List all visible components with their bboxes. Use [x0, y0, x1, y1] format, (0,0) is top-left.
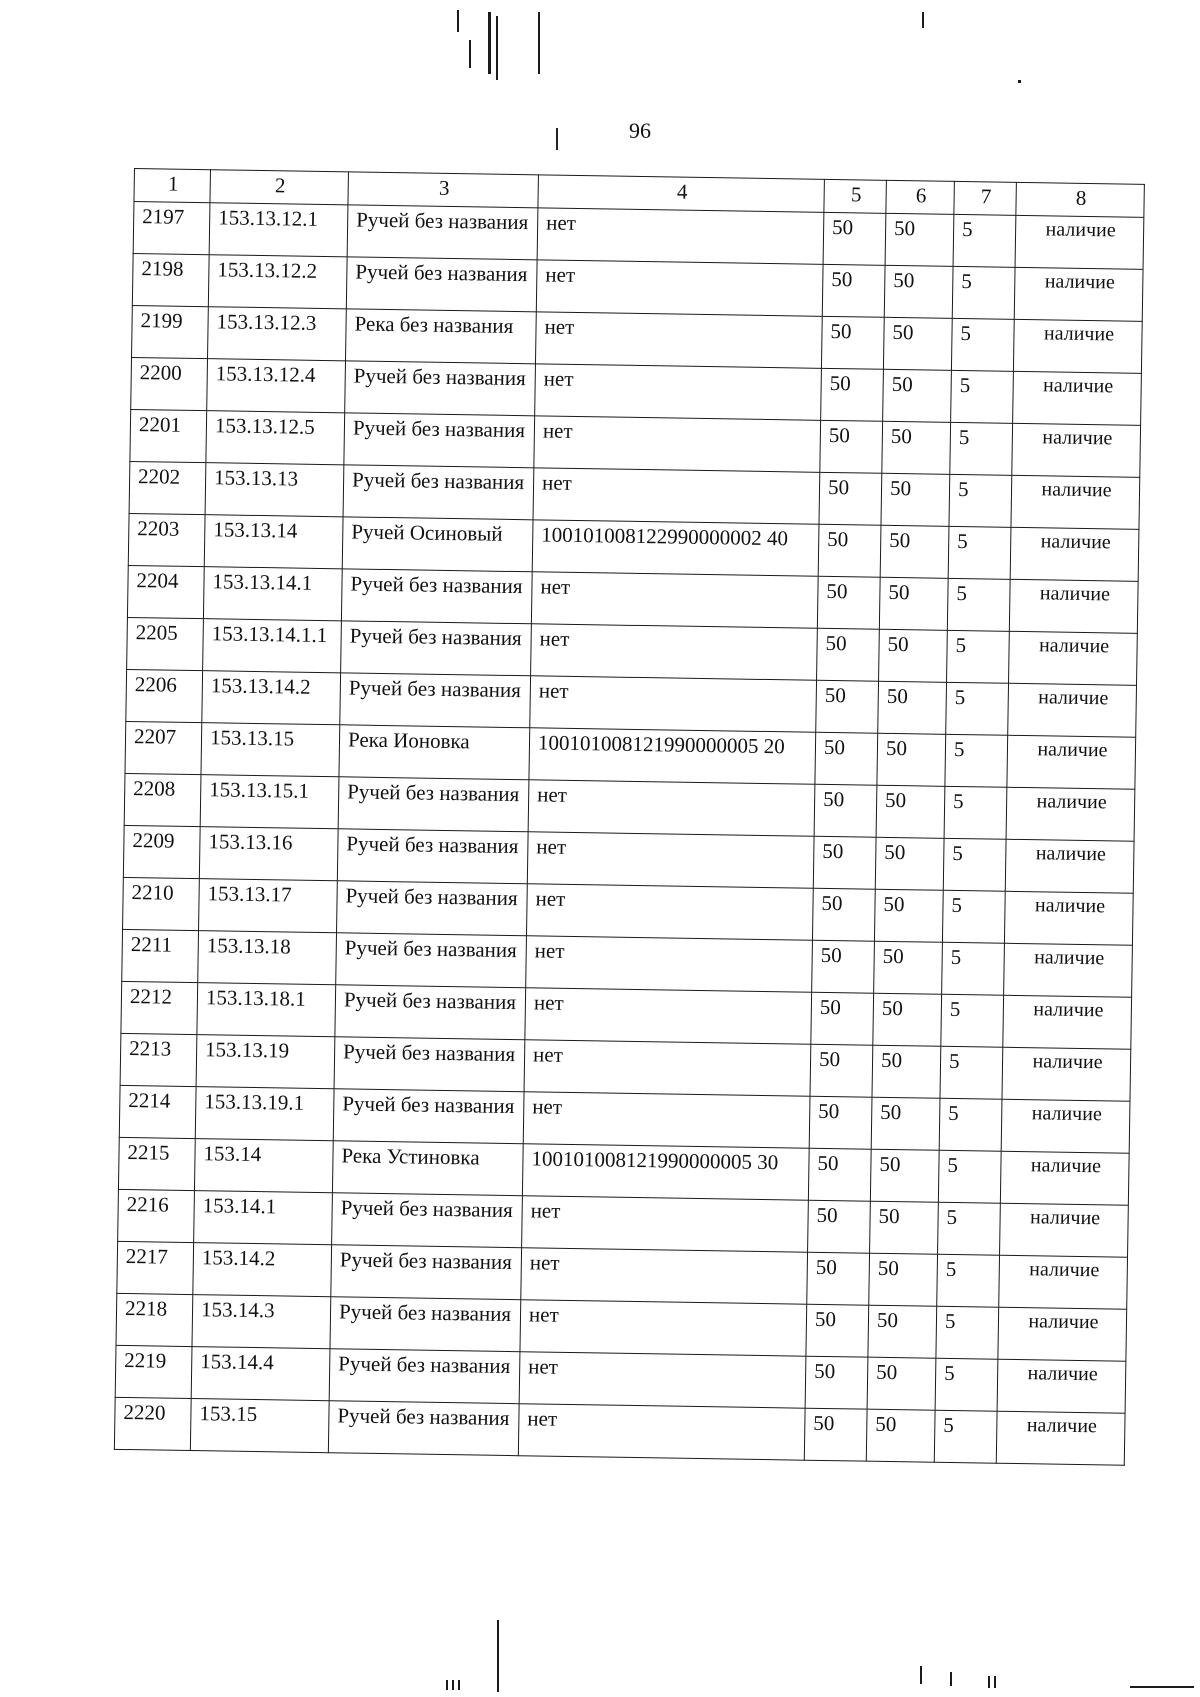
registry-id-cell: нет [533, 468, 820, 524]
row-number-cell: 2215 [118, 1137, 195, 1190]
value-cell: 5 [942, 890, 1005, 943]
code-cell: 153.14 [194, 1139, 333, 1193]
registry-id-cell: нет [530, 676, 817, 732]
value-cell: 50 [877, 733, 946, 786]
value-cell: 50 [809, 1096, 872, 1149]
status-cell: наличие [1006, 787, 1135, 841]
name-cell: Ручей без названия [332, 1193, 523, 1248]
code-cell: 153.13.19 [196, 1035, 335, 1089]
row-number-cell: 2198 [132, 253, 209, 306]
row-number-cell: 2214 [119, 1085, 196, 1138]
registry-id-cell: нет [535, 312, 822, 368]
value-cell: 5 [947, 630, 1010, 683]
value-cell: 50 [874, 941, 943, 994]
row-number-cell: 2197 [133, 202, 210, 255]
value-cell: 50 [872, 1045, 941, 1098]
name-cell: Ручей без названия [330, 1297, 521, 1352]
status-cell: наличие [1003, 995, 1132, 1049]
column-header: 8 [1016, 182, 1145, 217]
row-number-cell: 2206 [126, 669, 203, 722]
scan-mark [988, 1676, 990, 1688]
scan-mark [1018, 80, 1021, 83]
value-cell: 50 [812, 940, 875, 993]
code-cell: 153.14.4 [191, 1347, 330, 1401]
row-number-cell: 2207 [125, 721, 202, 774]
registry-id-cell: нет [531, 624, 818, 680]
value-cell: 50 [878, 681, 947, 734]
status-cell: наличие [1000, 1151, 1129, 1205]
name-cell: Ручей без названия [344, 413, 535, 468]
status-cell: наличие [1004, 891, 1133, 945]
code-cell: 153.13.12.5 [206, 411, 345, 465]
value-cell: 50 [808, 1200, 871, 1253]
registry-id-cell: нет [537, 208, 824, 264]
row-number-cell: 2220 [114, 1397, 191, 1450]
status-cell: наличие [998, 1307, 1127, 1361]
column-header: 5 [824, 179, 887, 213]
value-cell: 5 [944, 786, 1007, 839]
code-cell: 153.13.14.2 [202, 671, 341, 725]
scan-mark [446, 1680, 448, 1690]
code-cell: 153.13.18.1 [197, 983, 336, 1037]
column-header: 2 [210, 170, 349, 205]
code-cell: 153.13.16 [199, 827, 338, 881]
value-cell: 5 [938, 1202, 1001, 1255]
value-cell: 50 [811, 992, 874, 1045]
registry-id-cell: нет [531, 572, 818, 628]
code-cell: 153.14.2 [193, 1243, 332, 1297]
row-number-cell: 2213 [120, 1033, 197, 1086]
value-cell: 5 [953, 214, 1016, 267]
value-cell: 50 [879, 629, 948, 682]
registry-id-cell: 100101008121990000005 20 [529, 728, 816, 784]
value-cell: 5 [950, 422, 1013, 475]
name-cell: Ручей без названия [337, 881, 528, 936]
registry-table-wrap [114, 168, 1144, 1466]
value-cell: 50 [882, 421, 951, 474]
status-cell: наличие [1005, 839, 1134, 893]
value-cell: 50 [810, 1044, 873, 1097]
name-cell: Ручей без названия [334, 1037, 525, 1092]
registry-id-cell: нет [527, 832, 814, 888]
code-cell: 153.13.14 [204, 515, 343, 569]
value-cell: 50 [807, 1252, 870, 1305]
value-cell: 50 [884, 265, 953, 318]
value-cell: 50 [817, 628, 880, 681]
value-cell: 50 [875, 837, 944, 890]
status-cell: наличие [996, 1411, 1125, 1465]
value-cell: 50 [867, 1357, 936, 1410]
value-cell: 50 [880, 525, 949, 578]
value-cell: 50 [883, 317, 952, 370]
code-cell: 153.13.14.1 [203, 567, 342, 621]
value-cell: 50 [823, 212, 886, 265]
value-cell: 5 [937, 1254, 1000, 1307]
value-cell: 5 [949, 474, 1012, 527]
value-cell: 50 [814, 784, 877, 837]
name-cell: Река без названия [345, 309, 536, 364]
registry-table [114, 168, 1145, 1466]
value-cell: 50 [873, 993, 942, 1046]
row-number-cell: 2202 [129, 461, 206, 514]
registry-id-cell: нет [526, 936, 813, 992]
scan-mark [556, 128, 558, 150]
value-cell: 5 [952, 266, 1015, 319]
value-cell: 50 [881, 473, 950, 526]
name-cell: Ручей без названия [346, 257, 537, 312]
registry-id-cell: 100101008121990000005 30 [522, 1144, 809, 1200]
value-cell: 5 [946, 682, 1009, 735]
status-cell: наличие [1012, 423, 1141, 477]
name-cell: Ручей без названия [340, 673, 531, 728]
registry-id-cell: нет [525, 988, 812, 1044]
row-number-cell: 2204 [127, 565, 204, 618]
status-cell: наличие [997, 1359, 1126, 1413]
value-cell: 5 [943, 838, 1006, 891]
scan-mark [920, 1666, 922, 1684]
row-number-cell: 2203 [128, 513, 205, 566]
value-cell: 5 [947, 578, 1010, 631]
value-cell: 5 [951, 370, 1014, 423]
code-cell: 153.14.1 [194, 1191, 333, 1245]
scan-mark [950, 1672, 952, 1686]
value-cell: 50 [808, 1148, 871, 1201]
registry-id-cell: нет [521, 1248, 808, 1304]
name-cell: Ручей без названия [338, 777, 529, 832]
value-cell: 50 [868, 1305, 937, 1358]
name-cell: Ручей без названия [341, 621, 532, 676]
name-cell: Река Ионовка [339, 725, 530, 780]
code-cell: 153.13.12.3 [208, 307, 347, 361]
scan-mark [458, 1680, 460, 1690]
code-cell: 153.13.12.4 [207, 359, 346, 413]
scan-mark [922, 12, 924, 28]
value-cell: 50 [806, 1304, 869, 1357]
status-cell: наличие [1009, 579, 1138, 633]
registry-id-cell: нет [536, 260, 823, 316]
registry-id-cell: нет [526, 884, 813, 940]
value-cell: 5 [938, 1150, 1001, 1203]
value-cell: 5 [945, 734, 1008, 787]
row-number-cell: 2210 [123, 877, 200, 930]
row-number-cell: 2211 [122, 929, 199, 982]
value-cell: 50 [804, 1408, 867, 1461]
code-cell: 153.13.12.2 [208, 255, 347, 309]
value-cell: 50 [818, 524, 881, 577]
row-number-cell: 2218 [116, 1293, 193, 1346]
status-cell: наличие [1009, 631, 1138, 685]
status-cell: наличие [999, 1255, 1128, 1309]
scan-mark [497, 1620, 499, 1692]
row-number-cell: 2217 [117, 1241, 194, 1294]
scan-mark [488, 12, 491, 74]
scan-mark [469, 40, 471, 68]
value-cell: 50 [816, 680, 879, 733]
value-cell: 5 [934, 1410, 997, 1463]
registry-id-cell: нет [535, 364, 822, 420]
code-cell: 153.14.3 [192, 1295, 331, 1349]
status-cell: наличие [1000, 1203, 1129, 1257]
column-header: 6 [886, 180, 955, 214]
status-cell: наличие [1001, 1099, 1130, 1153]
status-cell: наличие [1013, 371, 1142, 425]
value-cell: 50 [883, 369, 952, 422]
value-cell: 50 [805, 1356, 868, 1409]
row-number-cell: 2201 [130, 409, 207, 462]
column-header: 7 [954, 181, 1017, 215]
value-cell: 50 [871, 1097, 940, 1150]
value-cell: 50 [874, 889, 943, 942]
name-cell: Ручей без названия [329, 1349, 520, 1404]
row-number-cell: 2216 [118, 1189, 195, 1242]
status-cell: наличие [1013, 319, 1142, 373]
value-cell: 50 [821, 316, 884, 369]
status-cell: наличие [1014, 267, 1143, 321]
table-body [114, 202, 1143, 1466]
row-number-cell: 2200 [131, 357, 208, 410]
value-cell: 50 [866, 1409, 935, 1462]
name-cell: Ручей Осиновый [342, 517, 533, 572]
value-cell: 5 [936, 1306, 999, 1359]
scan-mark [496, 16, 498, 80]
row-number-cell: 2208 [124, 773, 201, 826]
value-cell: 50 [812, 888, 875, 941]
value-cell: 50 [822, 264, 885, 317]
code-cell: 153.13.13 [205, 463, 344, 517]
name-cell: Ручей без названия [347, 205, 538, 260]
code-cell: 153.13.14.1.1 [203, 619, 342, 673]
page-number: 96 [629, 118, 651, 143]
registry-id-cell: нет [522, 1196, 809, 1252]
code-cell: 153.13.17 [199, 879, 338, 933]
name-cell: Ручей без названия [331, 1245, 522, 1300]
status-cell: наличие [1008, 683, 1137, 737]
value-cell: 50 [813, 836, 876, 889]
name-cell: Ручей без названия [335, 985, 526, 1040]
code-cell: 153.13.18 [198, 931, 337, 985]
scan-mark [457, 10, 459, 32]
value-cell: 50 [870, 1149, 939, 1202]
value-cell: 5 [942, 942, 1005, 995]
row-number-cell: 2199 [132, 305, 209, 358]
column-header: 3 [348, 172, 538, 208]
value-cell: 50 [817, 576, 880, 629]
value-cell: 5 [939, 1098, 1002, 1151]
code-cell: 153.15 [190, 1399, 329, 1453]
row-number-cell: 2209 [123, 825, 200, 878]
registry-id-cell: нет [524, 1040, 811, 1096]
scan-mark [994, 1676, 996, 1688]
registry-id-cell: нет [520, 1300, 807, 1356]
registry-id-cell: нет [534, 416, 821, 472]
status-cell: наличие [1004, 943, 1133, 997]
value-cell: 5 [948, 526, 1011, 579]
value-cell: 5 [951, 318, 1014, 371]
name-cell: Ручей без названия [343, 465, 534, 520]
status-cell: наличие [1010, 527, 1139, 581]
value-cell: 50 [870, 1201, 939, 1254]
status-cell: наличие [1002, 1047, 1131, 1101]
registry-id-cell: нет [518, 1404, 805, 1460]
column-header: 4 [538, 175, 824, 212]
column-header: 1 [134, 169, 211, 203]
name-cell: Ручей без названия [328, 1401, 519, 1456]
registry-id-cell: нет [528, 780, 815, 836]
name-cell: Ручей без названия [336, 933, 527, 988]
code-cell: 153.13.15.1 [200, 775, 339, 829]
value-cell: 50 [879, 577, 948, 630]
code-cell: 153.13.12.1 [209, 203, 348, 257]
row-number-cell: 2219 [115, 1345, 192, 1398]
status-cell: наличие [1011, 475, 1140, 529]
value-cell: 5 [941, 994, 1004, 1047]
name-cell: Река Устиновка [332, 1141, 523, 1196]
scan-mark [452, 1680, 454, 1690]
row-number-cell: 2205 [127, 617, 204, 670]
value-cell: 5 [940, 1046, 1003, 1099]
name-cell: Ручей без названия [341, 569, 532, 624]
value-cell: 50 [815, 732, 878, 785]
registry-id-cell: нет [523, 1092, 810, 1148]
name-cell: Ручей без названия [337, 829, 528, 884]
registry-id-cell: 100101008122990000002 40 [532, 520, 819, 576]
value-cell: 50 [885, 213, 954, 266]
value-cell: 50 [869, 1253, 938, 1306]
scan-mark [1130, 1686, 1194, 1688]
code-cell: 153.13.19.1 [195, 1087, 334, 1141]
code-cell: 153.13.15 [201, 723, 340, 777]
value-cell: 50 [821, 368, 884, 421]
value-cell: 50 [819, 472, 882, 525]
name-cell: Ручей без названия [333, 1089, 524, 1144]
value-cell: 5 [935, 1358, 998, 1411]
status-cell: наличие [1015, 215, 1144, 269]
row-number-cell: 2212 [121, 981, 198, 1034]
registry-id-cell: нет [519, 1352, 806, 1408]
value-cell: 50 [820, 420, 883, 473]
value-cell: 50 [876, 785, 945, 838]
status-cell: наличие [1007, 735, 1136, 789]
name-cell: Ручей без названия [345, 361, 536, 416]
scan-mark [538, 12, 540, 74]
